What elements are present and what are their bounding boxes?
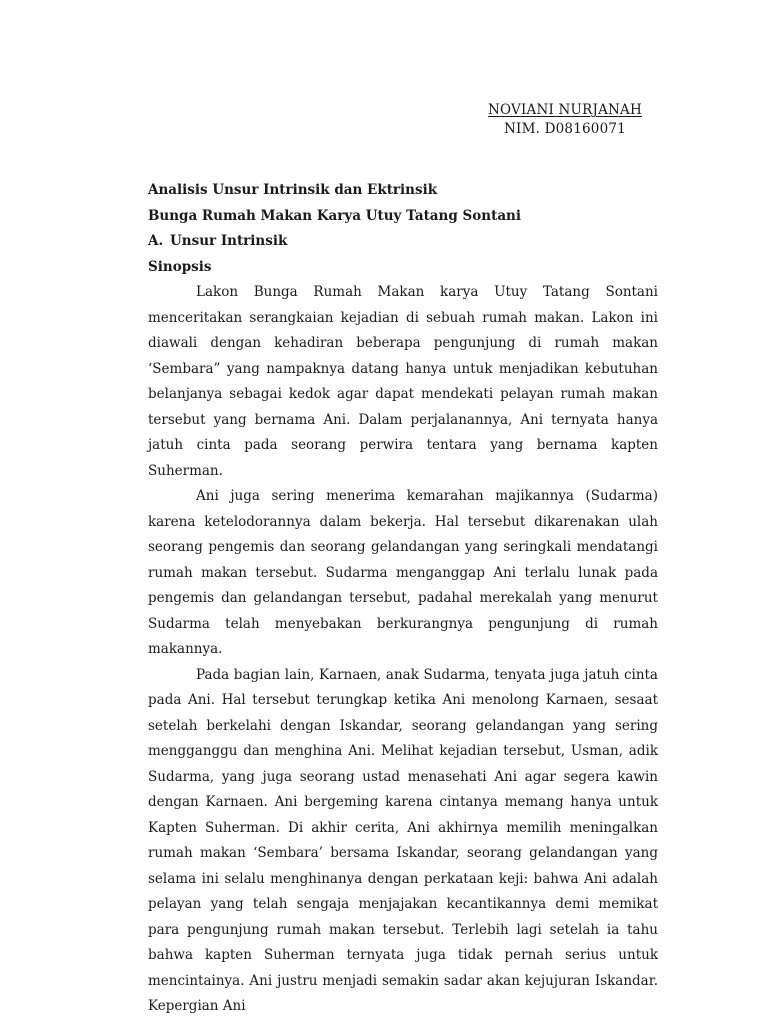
subsection-title: Sinopsis (148, 258, 212, 275)
section-heading (148, 229, 658, 255)
document-subtitle: Bunga Rumah Makan Karya Utuy Tatang Sontani (148, 207, 522, 224)
document-title: Analisis Unsur Intrinsik dan Ektrinsik (148, 182, 438, 198)
author-block (440, 101, 690, 139)
section-title: Unsur Intrinsik (170, 233, 288, 249)
author-name: NOVIANI NURJANAH (488, 102, 642, 118)
section-number: A. (148, 233, 164, 249)
paragraph: Pada bagian lain, Karnaen, anak Sudarma, tenyata juga jatuh cinta pada Ani. Hal tersebut terungkap ketika Ani menolong Karnaen, sesaat setelah berkelahi dengan Iskandar, seorang gelandangan yang sering mengganggu dan menghina Ani. Melihat kejadian tersebut, Usman, adik Sudarma, yang juga seorang ustad menasehati Ani agar segera kawin dengan Karnaen. Ani bergeming karena cintanya memang hanya untuk Kapten Suherman. Di akhir cerita, Ani akhirnya memilih meningalkan rumah makan ‘Sembara’ bersama Iskandar, seorang gelandangan yang selama ini selalu menghinanya dengan perkataan keji: bahwa Ani adalah pelayan yang telah sengaja menjajakan kecantikannya demi memikat para pengunjung rumah makan tersebut. Terlebih lagi setelah ia tahu bahwa kapten Suherman ternyata juga tidak pernah serius untuk mencintainya. Ani justru menjadi semakin sadar akan kejujuran Iskandar. Kepergian Ani (148, 666, 658, 1014)
document-body (148, 178, 658, 1020)
paragraph: Lakon Bunga Rumah Makan karya Utuy Tatang Sontani menceritakan serangkaian kejadian di sebuah rumah makan. Lakon ini diawali dengan kehadiran beberapa pengunjung di rumah makan ‘Sembara” yang nampaknya datang hanya untuk menjadikan kebutuhan belanjanya sebagai kedok agar dapat mendekati pelayan rumah makan tersebut yang bernama Ani. Dalam perjalanannya, Ani ternyata hanya jatuh cinta pada seorang perwira tentara yang bernama kapten Suherman. (148, 284, 658, 479)
student-id: NIM. D08160071 (504, 121, 626, 137)
paragraph: Ani juga sering menerima kemarahan majikannya (Sudarma) karena ketelodorannya dalam bekerja. Hal tersebut dikarenakan ulah seorang pengemis dan seorang gelandangan yang seringkali mendatangi rumah makan tersebut. Sudarma menganggap Ani terlalu lunak pada pengemis dan gelandangan tersebut, padahal merekalah yang menurut Sudarma telah menyebakan berkurangnya pengunjung di rumah makannya. (148, 488, 658, 657)
